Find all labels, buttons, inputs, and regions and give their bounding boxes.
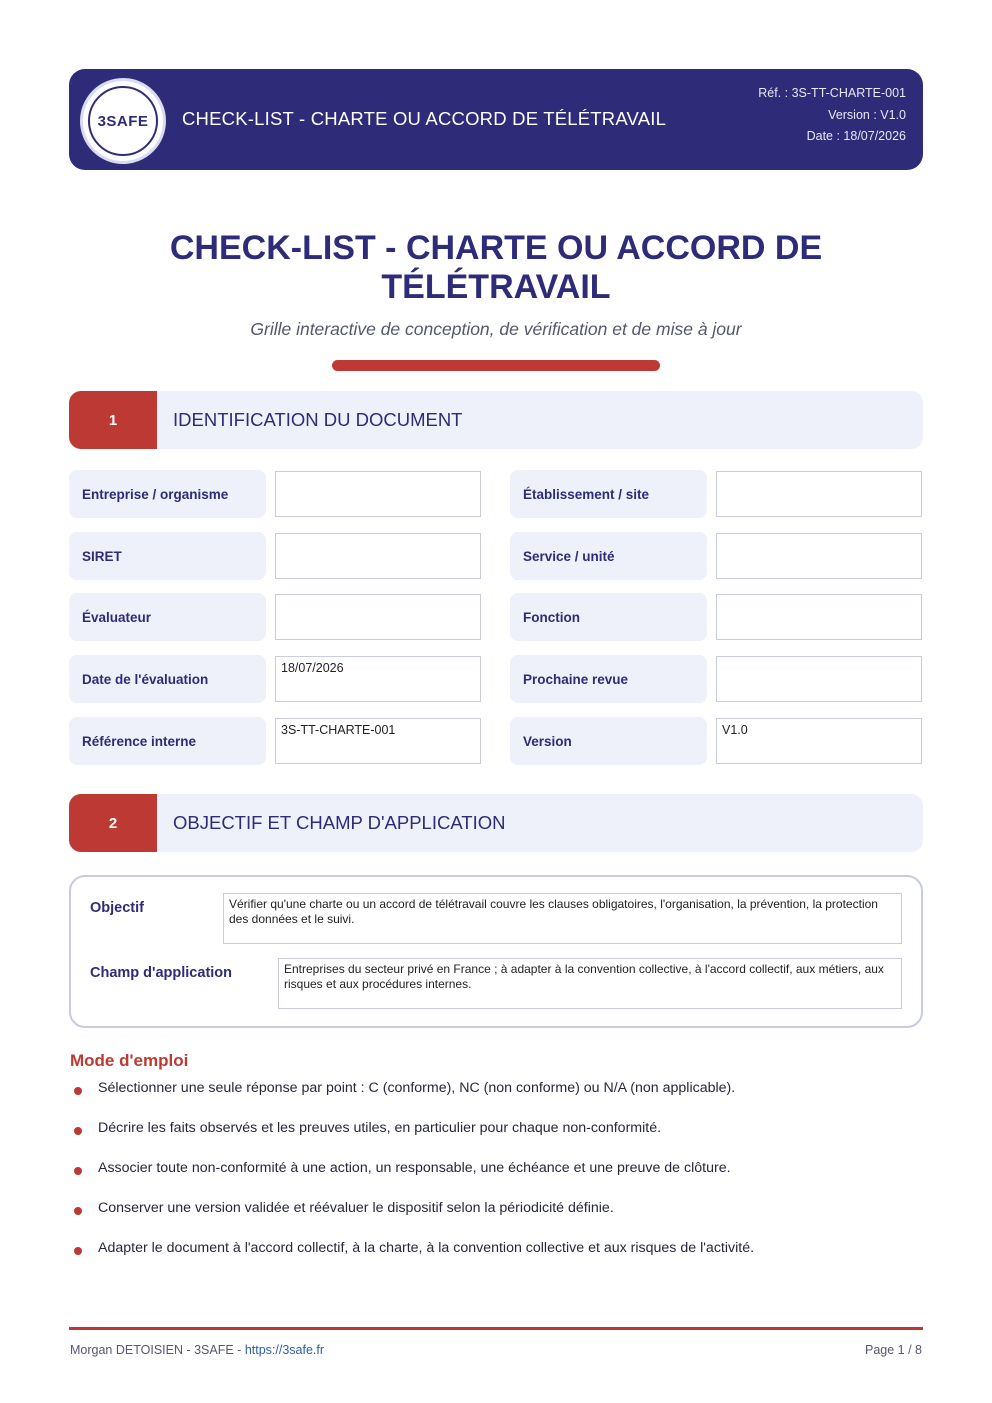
- field-input-service[interactable]: [716, 533, 922, 579]
- page-title-line2: TÉLÉTRAVAIL: [381, 268, 611, 306]
- field-input-prochaine-revue[interactable]: [716, 656, 922, 702]
- field-label-reference-interne: Référence interne: [69, 717, 266, 765]
- field-input-evaluateur[interactable]: [275, 594, 481, 640]
- field-input-date-evaluation[interactable]: 18/07/2026: [275, 656, 481, 702]
- field-input-fonction[interactable]: [716, 594, 922, 640]
- header-reference: Réf. : 3S-TT-CHARTE-001: [758, 86, 906, 100]
- bullet-icon: [74, 1167, 82, 1175]
- bullet-icon: [74, 1207, 82, 1215]
- mode-emploi-item: [0, 1240, 992, 1260]
- field-label-evaluateur: Évaluateur: [69, 593, 266, 641]
- section-1-header: [69, 391, 923, 449]
- title-divider: [332, 360, 660, 371]
- field-input-reference-interne[interactable]: 3S-TT-CHARTE-001: [275, 718, 481, 764]
- field-label-date-evaluation: Date de l'évaluation: [69, 655, 266, 703]
- mode-emploi-item-text: Conserver une version validée et réévaluer le dispositif selon la périodicité définie.: [98, 1200, 614, 1216]
- page-title: [0, 229, 992, 307]
- mode-emploi-item-text: Adapter le document à l'accord collectif, à la charte, à la convention collective et aux risques de l'activité.: [98, 1240, 755, 1256]
- page-subtitle: Grille interactive de conception, de vérification et de mise à jour: [250, 319, 742, 339]
- section-2-number: 2: [69, 794, 157, 852]
- field-label-etablissement: Établissement / site: [510, 470, 707, 518]
- objectif-input[interactable]: Vérifier qu'une charte ou un accord de télétravail couvre les clauses obligatoires, l'organisation, la prévention, la protection des données et le suivi.: [223, 893, 902, 944]
- champ-application-label: Champ d'application: [90, 965, 233, 981]
- field-label-prochaine-revue: Prochaine revue: [510, 655, 707, 703]
- bullet-icon: [74, 1127, 82, 1135]
- mode-emploi-item-text: Associer toute non-conformité à une action, un responsable, une échéance et une preuve de clôture.: [98, 1160, 731, 1176]
- mode-emploi-item-text: Décrire les faits observés et les preuves utiles, en particulier pour chaque non-conformité.: [98, 1120, 662, 1136]
- company-logo: [80, 78, 166, 164]
- objectif-label: Objectif: [90, 900, 144, 916]
- field-label-siret: SIRET: [69, 532, 266, 580]
- section-1-number: 1: [69, 391, 157, 449]
- header-date: Date : 18/07/2026: [806, 129, 906, 143]
- mode-emploi-item-text: Sélectionner une seule réponse par point : C (conforme), NC (non conforme) ou N/A (non applicable).: [98, 1080, 736, 1096]
- field-label-fonction: Fonction: [510, 593, 707, 641]
- header-title: CHECK-LIST - CHARTE OU ACCORD DE TÉLÉTRAVAIL: [182, 108, 667, 129]
- champ-application-input[interactable]: Entreprises du secteur privé en France ; à adapter à la convention collective, à l'accord collectif, aux métiers, aux risques et aux procédures internes.: [278, 958, 902, 1009]
- logo-seal: [88, 86, 158, 156]
- page-number: Page 1 / 8: [865, 1343, 922, 1357]
- field-input-entreprise[interactable]: [275, 471, 481, 517]
- section-1-title: IDENTIFICATION DU DOCUMENT: [173, 409, 463, 430]
- field-label-version: Version: [510, 717, 707, 765]
- logo-text: 3SAFE: [97, 112, 149, 130]
- footer-divider: [69, 1327, 923, 1330]
- footer-author-text: Morgan DETOISIEN - 3SAFE -: [70, 1343, 245, 1357]
- mode-emploi-title: Mode d'emploi: [70, 1051, 189, 1070]
- section-2-header: [69, 794, 923, 852]
- field-input-version[interactable]: V1.0: [716, 718, 922, 764]
- mode-emploi-item: [0, 1120, 992, 1140]
- header-meta: [758, 83, 906, 148]
- mode-emploi-item: [0, 1080, 992, 1100]
- bullet-icon: [74, 1247, 82, 1255]
- mode-emploi-item: [0, 1200, 992, 1220]
- field-label-entreprise: Entreprise / organisme: [69, 470, 266, 518]
- page-title-line1: CHECK-LIST - CHARTE OU ACCORD DE: [169, 229, 823, 267]
- section-2-title: OBJECTIF ET CHAMP D'APPLICATION: [173, 812, 506, 833]
- bullet-icon: [74, 1087, 82, 1095]
- field-input-etablissement[interactable]: [716, 471, 922, 517]
- mode-emploi-item: [0, 1160, 992, 1180]
- field-input-siret[interactable]: [275, 533, 481, 579]
- footer-author: [70, 1343, 324, 1357]
- header-version: Version : V1.0: [828, 107, 906, 122]
- field-label-service: Service / unité: [510, 532, 707, 580]
- footer-website-link[interactable]: https://3safe.fr: [244, 1343, 325, 1357]
